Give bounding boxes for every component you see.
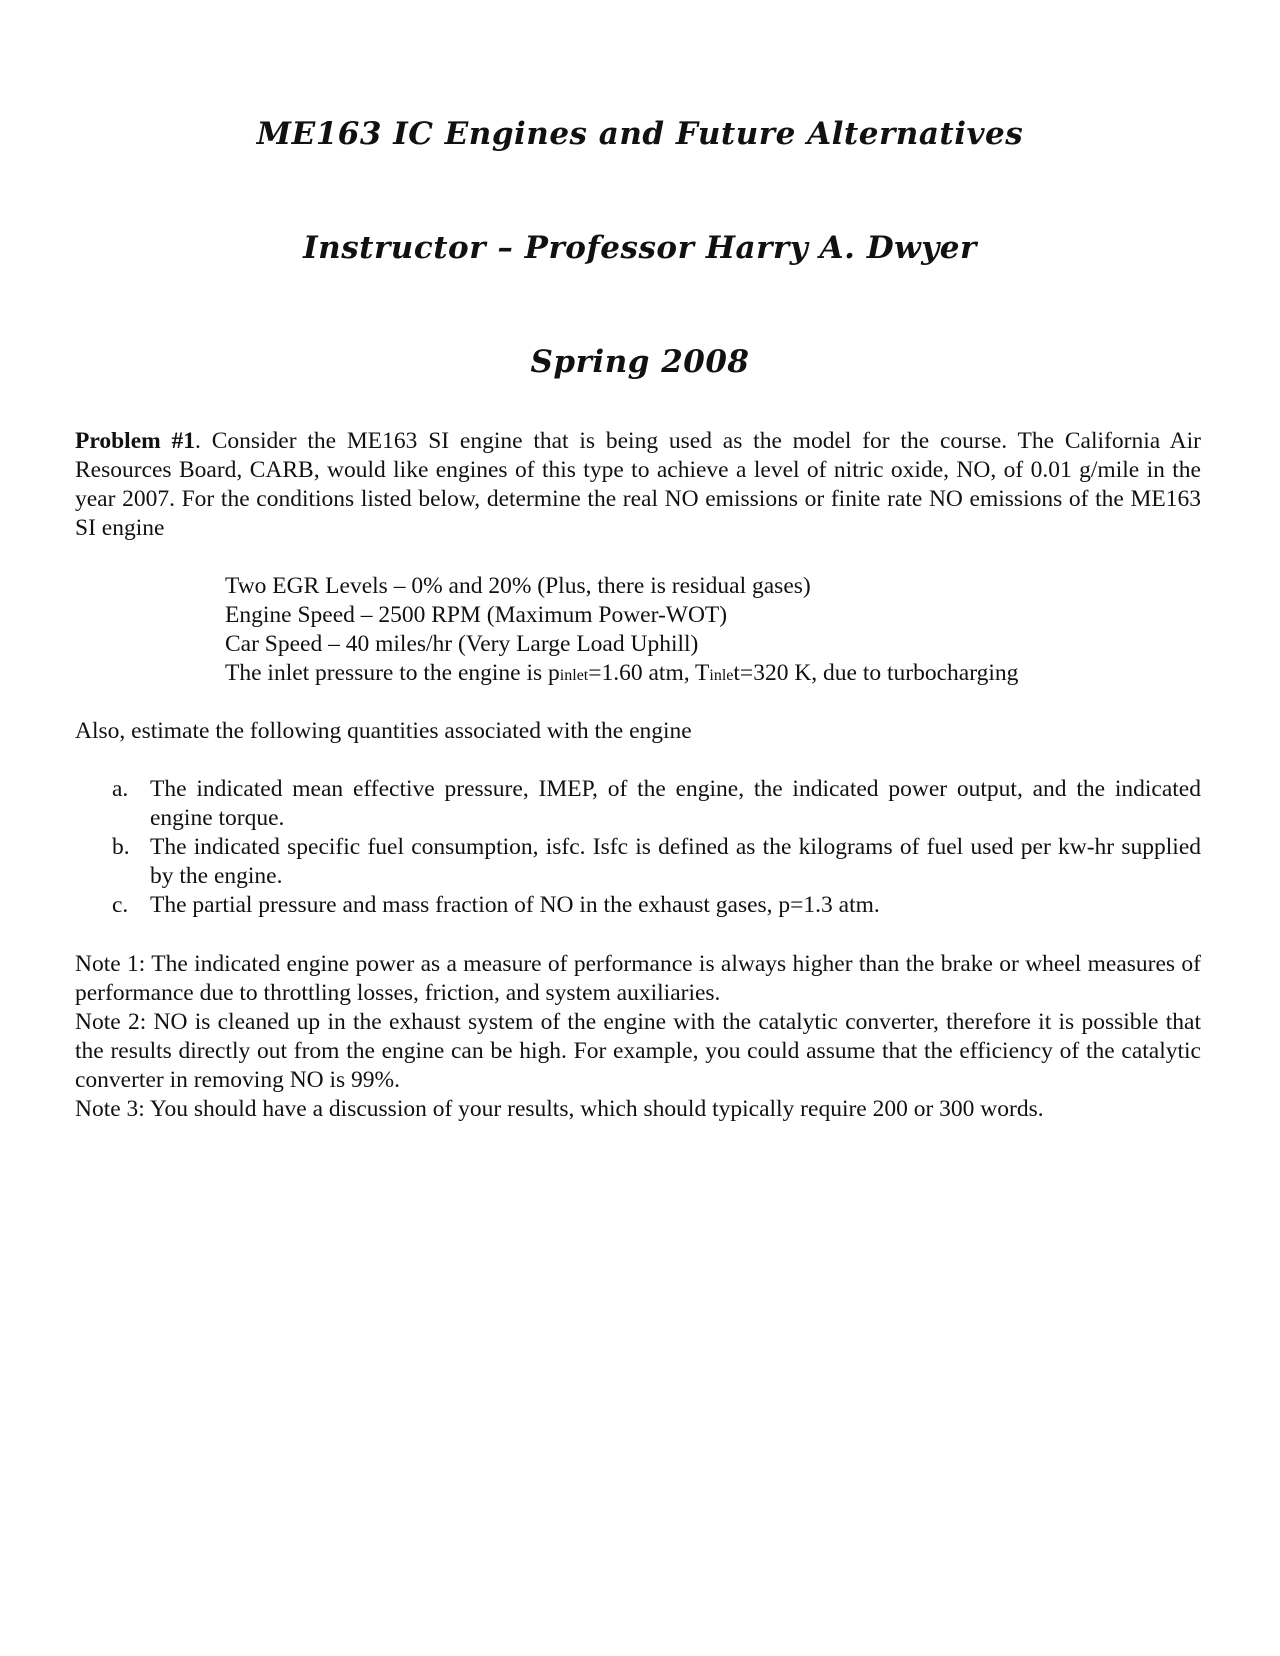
list-item-text: The indicated specific fuel consumption, isfc. Isfc is defined as the kilograms of fuel used per kw-hr supplied by the engine. <box>150 834 1201 889</box>
condition-inlet <box>225 659 1185 690</box>
problem-statement <box>75 427 1201 543</box>
course-title: ME163 IC Engines and Future Alternatives <box>256 116 1024 152</box>
inlet-mid: =1.60 atm, T <box>588 660 710 686</box>
note-3: Note 3: You should have a discussion of your results, which should typically require 200 or 300 words. <box>75 1096 1044 1122</box>
list-marker: a. <box>112 776 129 802</box>
inlet-suffix: t=320 K, due to turbocharging <box>733 660 1019 686</box>
condition-egr: Two EGR Levels – 0% and 20% (Plus, there is residual gases) <box>225 573 811 599</box>
list-item-text: The indicated mean effective pressure, IMEP, of the engine, the indicated power output, and the indicated engine torque. <box>150 776 1201 831</box>
instructor-line: Instructor – Professor Harry A. Dwyer <box>303 230 977 266</box>
inlet-prefix: The inlet pressure to the engine is p <box>225 660 560 686</box>
list-marker: b. <box>112 834 130 860</box>
problem-text: . Consider the ME163 SI engine that is being used as the model for the course. The California Air Resources Board, CARB, would like engines of this type to achieve a level of nitric oxide, NO, of 0.01 g/mile in the year 2007. For the conditions listed below, determine the real NO emissions or finite rate NO emissions of the ME163 SI engine <box>75 428 1201 541</box>
notes-section <box>75 950 1201 1124</box>
inlet-t-subscript: inle <box>709 667 734 684</box>
problem-label: Problem #1 <box>75 428 196 454</box>
term-line: Spring 2008 <box>530 344 750 380</box>
list-marker: c. <box>112 892 129 918</box>
list-item <box>75 891 1201 920</box>
list-item-text: The partial pressure and mass fraction of NO in the exhaust gases, p=1.3 atm. <box>150 892 880 918</box>
condition-car-speed: Car Speed – 40 miles/hr (Very Large Load Uphill) <box>225 631 699 657</box>
note-1: Note 1: The indicated engine power as a measure of performance is always higher than the brake or wheel measures of performance due to throttling losses, friction, and system auxiliaries. <box>75 951 1201 1006</box>
also-intro: Also, estimate the following quantities associated with the engine <box>75 718 692 744</box>
list-item <box>75 833 1201 891</box>
conditions-list <box>225 572 1185 690</box>
questions-list <box>75 775 1201 920</box>
condition-engine-speed: Engine Speed – 2500 RPM (Maximum Power-WOT) <box>225 602 728 628</box>
list-item <box>75 775 1201 833</box>
inlet-p-subscript: inlet <box>559 667 589 684</box>
note-2: Note 2: NO is cleaned up in the exhaust system of the engine with the catalytic converter, therefore it is possible that the results directly out from the engine can be high. For example, you could assume that the efficiency of the catalytic converter in removing NO is 99%. <box>75 1009 1201 1093</box>
